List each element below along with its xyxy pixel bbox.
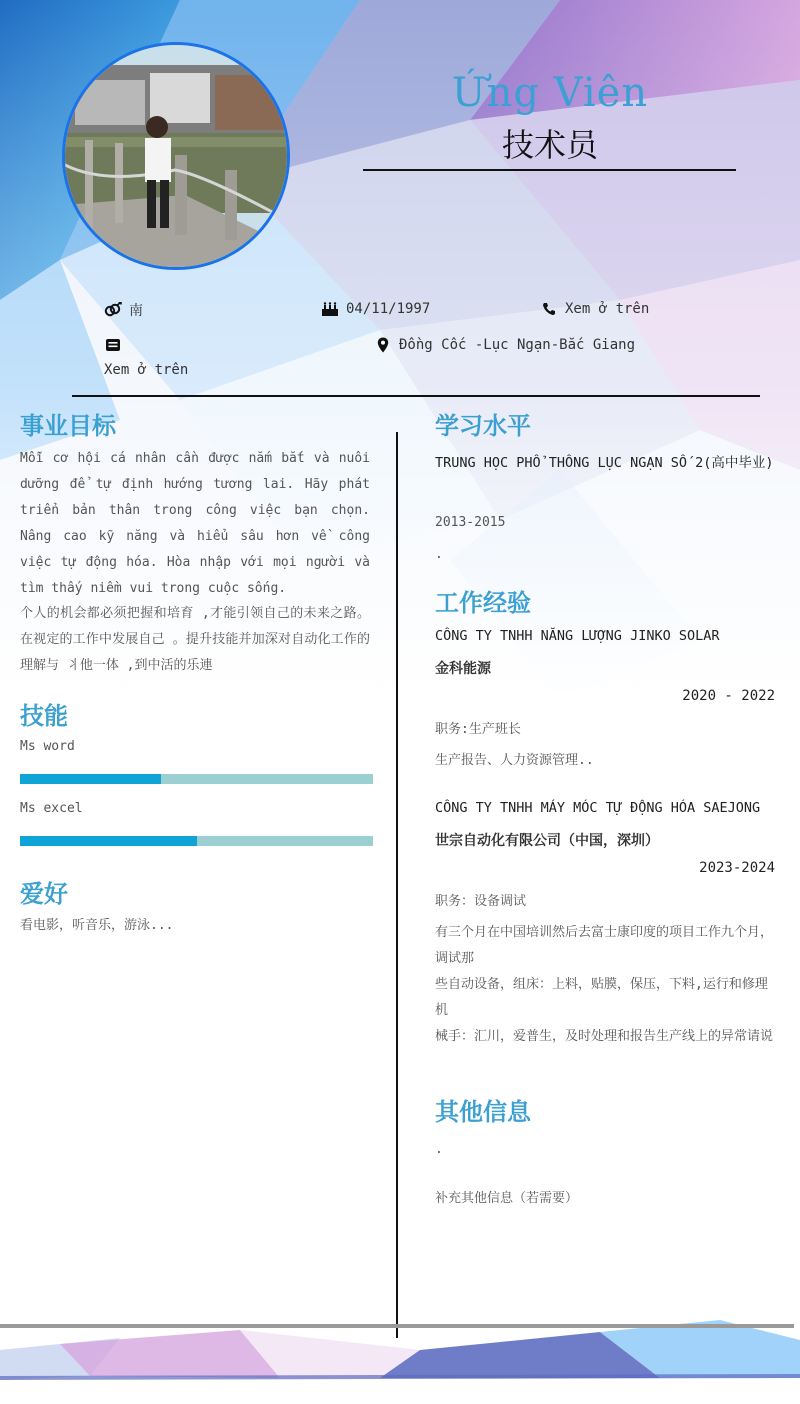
candidate-name: Ứng Viên [451, 70, 649, 116]
skill-bar [20, 836, 373, 846]
education-title: 学习水平 [435, 412, 531, 440]
footer-divider [0, 1324, 794, 1328]
other-info-text: 补充其他信息（若需要） [435, 1191, 579, 1206]
info-email [104, 362, 188, 378]
hobbies-title: 爱好 [20, 880, 68, 908]
job-period: 2020 - 2022 [682, 688, 775, 704]
objective-text-cn: 个人的机会都必须把握和培育 ,才能引领自己的未来之路。在视定的工作中发展自己 。提升技能并加深对自动化工作的理解与 丬他一体 ,到中活的乐連 [20, 606, 370, 673]
birthday-cake-icon [321, 300, 339, 318]
job-position: 职务:生产班长 [435, 722, 521, 737]
education-note: . [435, 547, 443, 562]
skill-bar-fill [20, 836, 197, 846]
skill-bar-fill [20, 774, 161, 784]
info-phone [540, 300, 649, 318]
footer-background-graphic [0, 1320, 800, 1404]
info-address [374, 336, 635, 354]
phone-icon [540, 300, 558, 318]
info-email-icon-row [104, 336, 129, 354]
column-divider [396, 432, 398, 1338]
birthday-value: 04/11/1997 [346, 301, 431, 317]
job-description: 些自动设备，组床：上料，贴膜，保压，下料,运行和修理机 [435, 977, 768, 1018]
phone-value: Xem ở trên [565, 301, 650, 317]
job-title: 技术员 [501, 126, 598, 164]
other-info-dot: . [435, 1142, 443, 1157]
name-divider [363, 169, 736, 171]
education-years: 2013-2015 [435, 515, 506, 530]
skills-title: 技能 [20, 702, 68, 730]
gender-icon [104, 301, 122, 319]
other-info-title: 其他信息 [435, 1098, 531, 1126]
education-school: TRUNG HỌC PHỔ THÔNG LỤC NGẠN SỐ 2(高中毕业) [435, 455, 774, 471]
email-icon [104, 336, 122, 354]
email-value: Xem ở trên [104, 362, 189, 378]
location-pin-icon [374, 336, 392, 354]
profile-photo [62, 42, 290, 270]
hobbies-text: 看电影，听音乐，游泳... [20, 918, 174, 933]
info-birthday [321, 300, 430, 318]
skill-name: Ms word [20, 739, 75, 754]
job-company: CÔNG TY TNHH NĂNG LƯỢNG JINKO SOLAR [435, 628, 720, 644]
skill-name: Ms excel [20, 801, 83, 816]
job-company: CÔNG TY TNHH MÁY MÓC TỰ ĐỘNG HÓA SAEJONG [435, 800, 761, 816]
gender-value: 南 [129, 303, 143, 319]
job-position: 职务：设备调试 [435, 894, 527, 909]
skill-bar [20, 774, 373, 784]
job-company-cn: 金科能源 [435, 661, 491, 677]
photo-illustration [65, 45, 287, 267]
job-description: 生产报告、人力资源管理.. [435, 753, 594, 768]
job-description: 有三个月在中国培训然后去富士康印度的项目工作九个月，调试那 [435, 925, 774, 966]
job-period: 2023-2024 [699, 860, 775, 876]
job-company-cn: 世宗自动化有限公司（中国，深圳） [435, 833, 659, 849]
experience-title: 工作经验 [435, 589, 531, 617]
address-value: Đồng Cốc -Lục Ngạn-Bắc Giang [399, 337, 636, 353]
objective-title: 事业目标 [20, 412, 116, 440]
objective-text-vi: Mỗi cơ hội cá nhân cần được nắm bắt và nuôi dưỡng để tự định hướng tương lai. Hãy phát triển bản thân trong công việc bạn chọn. Nâng cao kỹ năng và hiểu sâu hơn về công việc tự động hóa. Hòa nhập với mọi người và tìm thấy niềm vui trong cuộc sống. [20, 451, 370, 596]
job-description: 械手：汇川，爱普生，及时处理和报告生产线上的异常请说 [435, 1029, 774, 1044]
info-gender [104, 300, 143, 320]
header-divider [72, 395, 760, 397]
